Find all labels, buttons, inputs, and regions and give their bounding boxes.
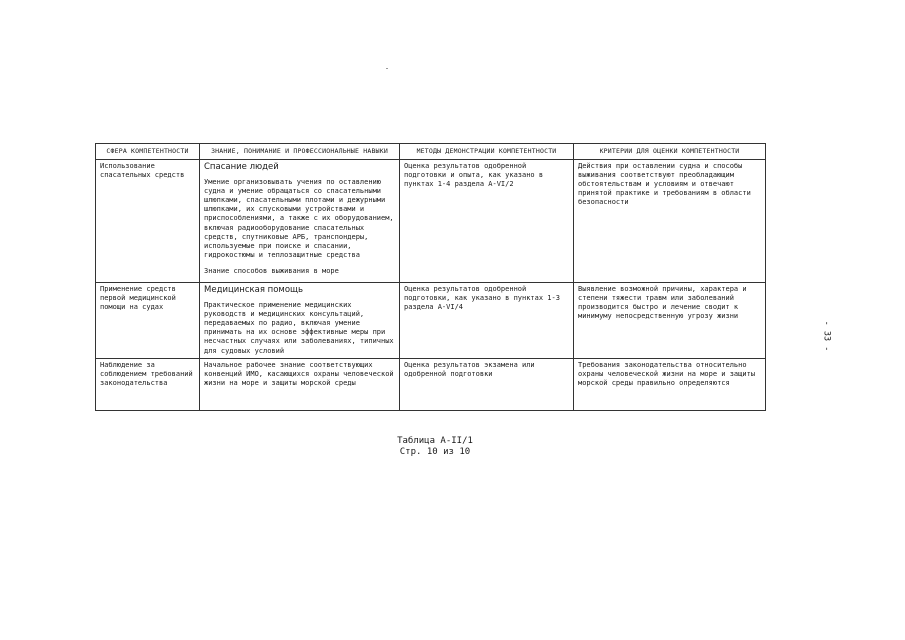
header-knowledge: ЗНАНИЕ, ПОНИМАНИЕ И ПРОФЕССИОНАЛЬНЫЕ НАВЫКИ (200, 144, 400, 160)
knowledge-text: Умение организовывать учения по оставлению судна и умение обращаться со спасательными шлюпками, спасательными плотами и дежурными шлюпками, их спусковыми устройствами и приспособлениями, а также с их оборудованием, включая радиооборудование спасательных средств, спутниковые АРБ, транспондеры, используемые при поиске и спасании, гидрокостюмы и теплозащитные средства (204, 177, 394, 260)
table-row (96, 159, 766, 282)
cell-methods: Оценка результатов одобренной подготовки, как указано в пунктах 1-3 раздела A-VI/4 (400, 282, 574, 358)
header-competence: СФЕРА КОМПЕТЕНТНОСТИ (96, 144, 200, 160)
table-caption (380, 436, 490, 458)
cell-knowledge: Начальное рабочее знание соответствующих конвенций ИМО, касающихся охраны человеческой жизни на море и защиты морской среды (200, 358, 400, 410)
cell-criteria: Действия при оставлении судна и способы выживания соответствуют преобладающим обстоятельствам и условиям и отвечают принятой практике и требованиям в области безопасности (574, 159, 766, 282)
cell-competence: Наблюдение за соблюдением требований законодательства (96, 358, 200, 410)
competence-table (95, 143, 766, 411)
knowledge-text: Практическое применение медицинских руководств и медицинских консультаций, передаваемых по радио, включая умение принимать на их основе эффективные меры при несчастных случаях или заболеваниях, типичных для судовых условий (204, 300, 394, 355)
cell-knowledge (200, 282, 400, 358)
table-label: Таблица А-II/1 (397, 436, 473, 446)
page-number: - 33 - (821, 320, 832, 352)
knowledge-title: Медицинская помощь (204, 284, 304, 295)
table-row (96, 282, 766, 358)
cell-knowledge (200, 159, 400, 282)
cell-criteria: Выявление возможной причины, характера и степени тяжести травм или заболеваний производится быстро и лечение сводит к минимуму непосредственную угрозу жизни (574, 282, 766, 358)
knowledge-extra: Знание способов выживания в море (204, 267, 339, 276)
scan-artifact (386, 68, 388, 69)
header-methods: МЕТОДЫ ДЕМОНСТРАЦИИ КОМПЕТЕНТНОСТИ (400, 144, 574, 160)
header-criteria: КРИТЕРИИ ДЛЯ ОЦЕНКИ КОМПЕТЕНТНОСТИ (574, 144, 766, 160)
cell-competence: Применение средств первой медицинской помощи на судах (96, 282, 200, 358)
page-label: Стр. 10 из 10 (399, 447, 471, 457)
cell-methods: Оценка результатов экзамена или одобренной подготовки (400, 358, 574, 410)
cell-criteria: Требования законодательства относительно охраны человеческой жизни на море и защиты морской среды правильно определяются (574, 358, 766, 410)
cell-methods: Оценка результатов одобренной подготовки и опыта, как указано в пунктах 1-4 раздела A-VI/2 (400, 159, 574, 282)
cell-competence: Использование спасательных средств (96, 159, 200, 282)
table-header-row (96, 144, 766, 160)
table-row (96, 358, 766, 410)
knowledge-title: Спасание людей (204, 161, 279, 172)
